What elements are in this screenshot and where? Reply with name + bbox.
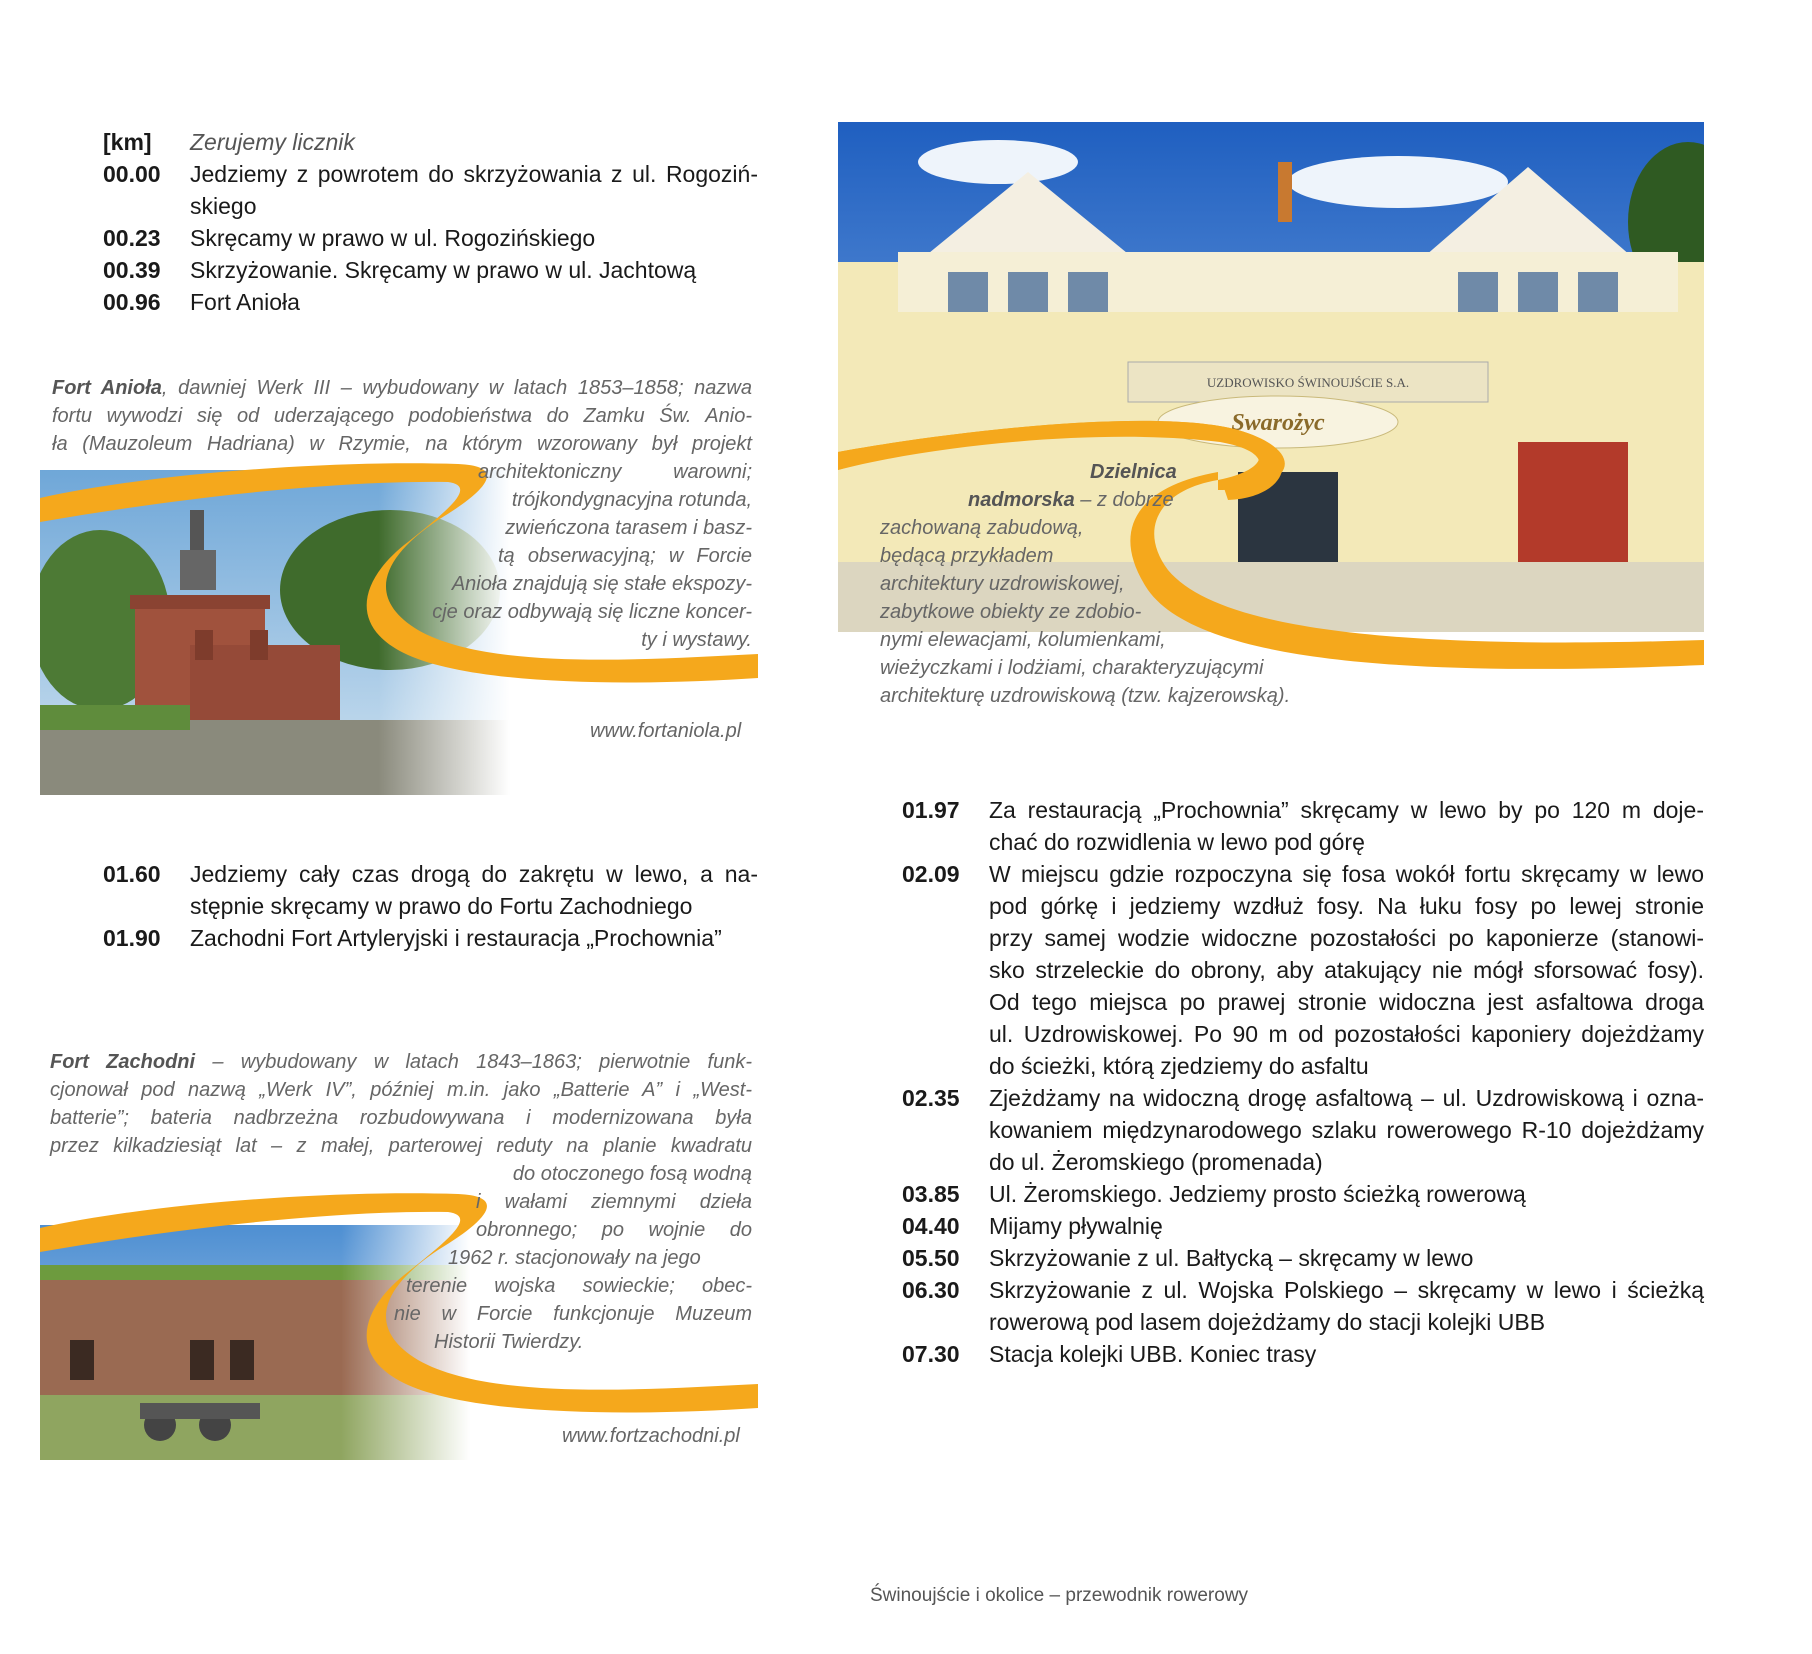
route-km-empty	[902, 1306, 989, 1338]
route-text: ul. Uzdrowiskowej. Po 90 m od pozostałości kaponiery dojeżdżamy	[989, 1021, 1704, 1047]
route-km-empty	[902, 1146, 989, 1178]
route-row-cont	[902, 954, 1704, 986]
caption-line: nie w Forcie funkcjonuje Muzeum	[394, 1303, 752, 1325]
route-text: Fort Anioła	[190, 289, 300, 315]
route-row-cont	[902, 1306, 1704, 1338]
caption-line: cjonował pod nazwą „Werk IV”, później m.in. jako „Batterie A” i „West-	[50, 1079, 752, 1101]
route-row	[902, 1178, 1704, 1210]
route-row	[902, 1242, 1704, 1274]
caption-line: ła (Mauzoleum Hadriana) w Rzymie, na którym wzorowany był projekt	[52, 433, 752, 455]
caption-line: będącą przykładem	[880, 545, 1054, 567]
fort-zachodni-caption-wrap	[380, 1160, 752, 1356]
route-text: Skręcamy w prawo w ul. Rogozińskiego	[190, 225, 596, 251]
route-text: kowaniem międzynarodowego szlaku rowerowego R-10 dojeżdżamy	[989, 1117, 1704, 1143]
route-text: Stacja kolejki UBB. Koniec trasy	[989, 1341, 1317, 1367]
caption-line: nymi elewacjami, kolumienkami,	[880, 629, 1166, 651]
km-header: [km]	[103, 129, 152, 155]
caption-line: architekturę uzdrowiskową (tzw. kajzerowską).	[880, 685, 1291, 707]
route-km: 02.35	[902, 1085, 960, 1111]
route-km-empty	[902, 890, 989, 922]
caption-text: – wybudowany w latach 1843–1863; pierwotnie funk-	[195, 1051, 752, 1073]
route-text: pod górkę i jedziemy wzdłuż fosy. Na łuku fosy po lewej stronie	[989, 893, 1704, 919]
route-km: 03.85	[902, 1181, 960, 1207]
route-row	[103, 286, 758, 318]
route-km-empty	[902, 986, 989, 1018]
route-header-text: Zerujemy licznik	[190, 129, 355, 155]
page-footer: Świnoujście i okolice – przewodnik rowerowy	[870, 1585, 1249, 1606]
route-row-cont	[103, 190, 758, 222]
route-km: 01.90	[103, 925, 161, 951]
route-row	[902, 1338, 1704, 1370]
caption-line: architektoniczny warowni;	[478, 461, 752, 483]
route-text: Od tego miejsca po prawej stronie widoczna jest asfaltowa droga	[989, 989, 1704, 1015]
fort-zachodni-name: Fort Zachodni	[50, 1051, 196, 1073]
route-row	[103, 222, 758, 254]
route-km-empty	[902, 1018, 989, 1050]
route-km-empty	[902, 954, 989, 986]
route-text-cont: skiego	[190, 193, 257, 219]
route-row-cont	[902, 1114, 1704, 1146]
route-header	[103, 126, 758, 158]
route-text: przy samej wodzie widoczne pozostałości po kaponierze (stanowi-	[989, 925, 1704, 951]
route-row	[902, 858, 1704, 890]
fort-zachodni-url[interactable]: www.fortzachodni.pl	[562, 1425, 740, 1447]
route-text: rowerową pod lasem dojeżdżamy do stacji kolejki UBB	[989, 1309, 1546, 1335]
caption-line: zachowaną zabudową,	[880, 517, 1084, 539]
route-row	[902, 1082, 1704, 1114]
route-km-empty	[902, 1114, 989, 1146]
route-row-cont	[902, 922, 1704, 954]
caption-line: tą obserwacyjną; w Forcie	[498, 545, 752, 567]
dzielnica-name: Dzielnica	[1090, 461, 1177, 483]
route-km: 05.50	[902, 1245, 960, 1271]
route-text: chać do rozwidlenia w lewo pod górę	[989, 829, 1365, 855]
route-km: 01.60	[103, 861, 161, 887]
route-text: Jedziemy z powrotem do skrzyżowania z ul. Rogoziń-	[190, 161, 758, 187]
route-text: Skrzyżowanie z ul. Wojska Polskiego – skręcamy w lewo i ścieżką	[989, 1277, 1704, 1303]
route-row-cont	[103, 890, 758, 922]
route-text: Skrzyżowanie z ul. Bałtycką – skręcamy w lewo	[989, 1245, 1474, 1271]
route-text: Zachodni Fort Artyleryjski i restauracja „Prochownia”	[190, 925, 722, 951]
route-km-empty	[902, 922, 989, 954]
caption-line: zwieńczona tarasem i basz-	[505, 517, 752, 539]
route-km: 02.09	[902, 861, 960, 887]
route-text: Jedziemy cały czas drogą do zakrętu w lewo, a na-	[190, 861, 758, 887]
caption-line: batterie”; bateria nadbrzeżna rozbudowywana i modernizowana była	[50, 1107, 752, 1129]
caption-line: cje oraz odbywają się liczne koncer-	[432, 601, 752, 623]
route-text: Za restauracją „Prochownia” skręcamy w lewo by po 120 m doje-	[989, 797, 1704, 823]
fort-aniola-name: Fort Anioła	[52, 377, 162, 399]
route-row	[902, 1274, 1704, 1306]
route-km: 00.39	[103, 257, 161, 283]
caption-line: terenie wojska sowieckie; obec-	[406, 1275, 752, 1297]
caption-line: obronnego; po wojnie do	[476, 1219, 752, 1241]
caption-line: 1962 r. stacjonowały na jego	[448, 1247, 701, 1269]
route-row-cont	[902, 890, 1704, 922]
caption-line	[50, 1048, 752, 1076]
route-text-cont: stępnie skręcamy w prawo do Fortu Zachodniego	[190, 893, 693, 919]
caption-line: do otoczonego fosą wodną	[512, 1163, 752, 1185]
dzielnica-name-2: nadmorska	[968, 489, 1075, 511]
caption-line: Anioła znajdują się stałe ekspozy-	[451, 573, 752, 595]
route-km: 00.96	[103, 289, 161, 315]
route-row-cont	[902, 986, 1704, 1018]
route-row-cont	[902, 1146, 1704, 1178]
route-text: Mijamy pływalnię	[989, 1213, 1163, 1239]
route-km-empty	[902, 826, 989, 858]
route-text: Ul. Żeromskiego. Jedziemy prosto ścieżką rowerową	[989, 1181, 1526, 1207]
fort-aniola-url[interactable]: www.fortaniola.pl	[590, 720, 742, 742]
fort-aniola-caption-wrap	[300, 458, 752, 654]
caption-text: , dawniej Werk III – wybudowany w latach 1853–1858; nazwa	[161, 377, 752, 399]
route-row-cont	[902, 826, 1704, 858]
dzielnica-name-line1	[1090, 458, 1380, 486]
route-row	[902, 1210, 1704, 1242]
route-row	[103, 858, 758, 890]
caption-line: wieżyczkami i lodżiami, charakteryzującymi	[880, 657, 1264, 679]
route-row	[103, 158, 758, 190]
caption-line	[52, 374, 752, 402]
route-km: 04.40	[902, 1213, 960, 1239]
route-km: 06.30	[902, 1277, 960, 1303]
dzielnica-caption	[880, 458, 1380, 710]
fort-aniola-caption	[52, 374, 752, 458]
route-row	[902, 794, 1704, 826]
route-text: Zjeżdżamy na widoczną drogę asfaltową – ul. Uzdrowiskową i ozna-	[989, 1085, 1704, 1111]
swarozyc-sign-name: Swarożyc	[1231, 410, 1325, 436]
route-list-mid	[103, 858, 758, 954]
caption-line: fortu wywodzi się od uderzającego podobieństwa do Zamku Św. Anio-	[52, 405, 752, 427]
route-km: 07.30	[902, 1341, 960, 1367]
route-km: 01.97	[902, 797, 960, 823]
caption-line: i wałami ziemnymi dzieła	[476, 1191, 752, 1213]
route-row-cont	[902, 1050, 1704, 1082]
route-row-cont	[902, 1018, 1704, 1050]
caption-line: architektury uzdrowiskowej,	[880, 573, 1125, 595]
caption-line: Historii Twierdzy.	[434, 1331, 584, 1353]
route-km-empty	[902, 1050, 989, 1082]
route-list-start	[103, 126, 758, 318]
caption-line: przez kilkadziesiąt lat – z małej, parterowej reduty na planie kwadratu	[50, 1135, 752, 1157]
swarozyc-sign-top: UZDROWISKO ŚWINOUJŚCIE S.A.	[1206, 375, 1410, 390]
route-km-empty	[103, 890, 190, 922]
route-km-empty	[103, 190, 190, 222]
route-text: do ul. Żeromskiego (promenada)	[989, 1149, 1323, 1175]
route-text: sko strzeleckie do obrony, aby atakujący nie mógł sforsować fosy).	[989, 957, 1704, 983]
caption-line	[968, 486, 1380, 514]
caption-text: – z dobrze	[1074, 489, 1174, 511]
caption-line: zabytkowe obiekty ze zdobio-	[880, 601, 1142, 623]
route-row	[103, 254, 758, 286]
route-text: do ścieżki, którą zjedziemy do asfaltu	[989, 1053, 1369, 1079]
route-km: 00.00	[103, 161, 161, 187]
caption-line: ty i wystawy.	[641, 629, 752, 651]
route-km: 00.23	[103, 225, 161, 251]
caption-line: trójkondygnacyjna rotunda,	[511, 489, 752, 511]
route-list-right	[902, 794, 1704, 1370]
route-text: W miejscu gdzie rozpoczyna się fosa wokół fortu skręcamy w lewo	[989, 861, 1704, 887]
fort-zachodni-caption	[50, 1048, 752, 1160]
route-text: Skrzyżowanie. Skręcamy w prawo w ul. Jachtową	[190, 257, 697, 283]
route-row	[103, 922, 758, 954]
